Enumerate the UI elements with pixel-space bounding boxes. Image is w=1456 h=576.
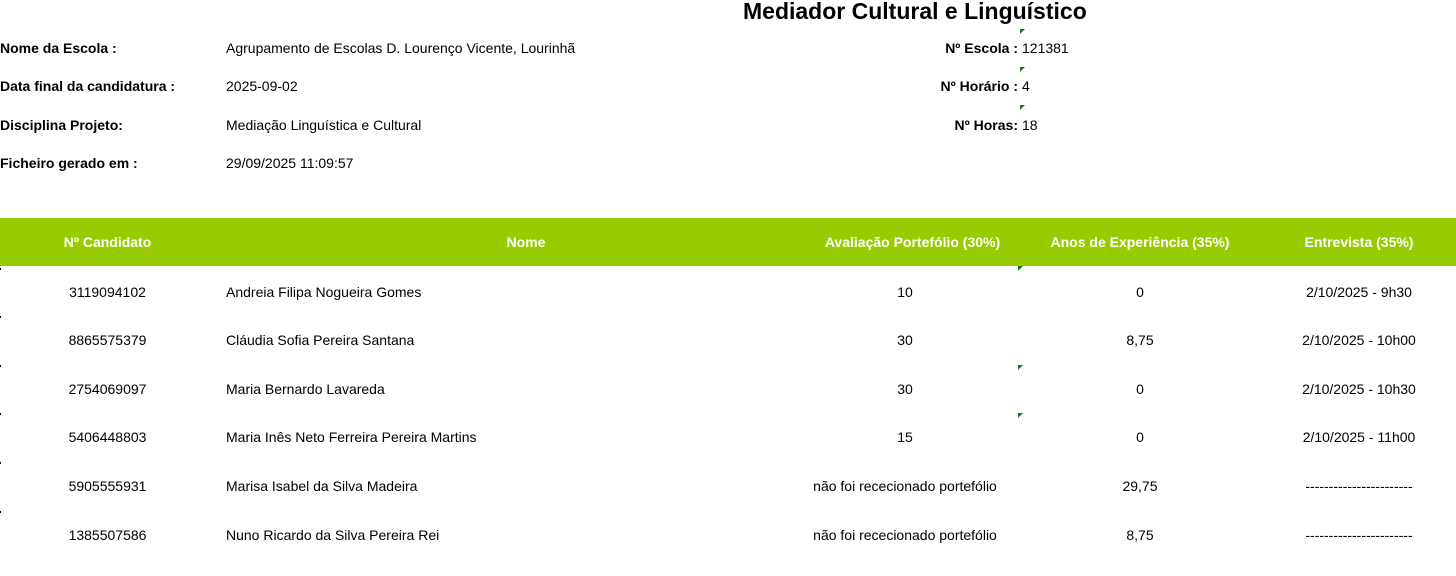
candidate-name: Nuno Ricardo da Silva Pereira Rei (226, 527, 440, 543)
school-name-label: Nome da Escola : (0, 40, 117, 56)
table-row (0, 462, 1456, 510)
table-row (0, 413, 1456, 461)
interview-slot: 2/10/2025 - 10h30 (1302, 381, 1416, 397)
comment-marker-icon (1020, 105, 1025, 110)
interview-slot: 2/10/2025 - 11h00 (1302, 429, 1416, 445)
experience-score: 8,75 (1126, 332, 1154, 348)
experience-score: 0 (1136, 284, 1144, 300)
candidate-id: 2754069097 (68, 381, 147, 397)
comment-marker-icon (1020, 29, 1025, 34)
column-header-portfolio: Avaliação Portefólio (30%) (824, 234, 1001, 250)
school-number-label: Nº Escola : (945, 40, 1018, 56)
candidate-id: 8865575379 (68, 332, 147, 348)
comment-marker-icon (1020, 67, 1025, 72)
interview-slot: ----------------------- (1305, 527, 1413, 543)
interview-slot: ----------------------- (1305, 478, 1413, 494)
portfolio-score: 30 (897, 332, 913, 348)
interview-slot: 2/10/2025 - 9h30 (1306, 284, 1412, 300)
row-marker (0, 316, 1, 318)
table-row (0, 316, 1456, 364)
comment-marker-icon (1018, 413, 1023, 418)
candidate-name: Marisa Isabel da Silva Madeira (226, 478, 418, 494)
portfolio-score: não foi rececionado portefólio (813, 478, 997, 494)
schedule-number-value: 4 (1022, 78, 1030, 94)
interview-slot: 2/10/2025 - 10h00 (1302, 332, 1416, 348)
candidate-id: 5406448803 (68, 429, 147, 445)
generated-value: 29/09/2025 11:09:57 (226, 155, 354, 171)
generated-label: Ficheiro gerado em : (0, 155, 138, 171)
experience-score: 0 (1136, 381, 1144, 397)
table-header (0, 218, 1456, 266)
column-header-experience: Anos de Experiência (35%) (1050, 234, 1230, 250)
portfolio-score: 15 (897, 429, 913, 445)
deadline-value: 2025-09-02 (226, 78, 298, 94)
table-row (0, 365, 1456, 413)
subject-label: Disciplina Projeto: (0, 117, 123, 133)
portfolio-score: 30 (897, 381, 913, 397)
row-marker (0, 413, 1, 415)
table-row (0, 268, 1456, 316)
row-marker (0, 462, 1, 464)
row-marker (0, 511, 1, 513)
row-marker (0, 268, 1, 270)
candidate-name: Maria Inês Neto Ferreira Pereira Martins (226, 429, 477, 445)
column-header-id: Nº Candidato (63, 234, 152, 250)
candidate-id: 3119094102 (69, 284, 146, 300)
page-title: Mediador Cultural e Linguístico (743, 0, 1087, 24)
table-row (0, 511, 1456, 559)
school-number-value: 121381 (1022, 40, 1069, 56)
schedule-number-label: Nº Horário : (940, 78, 1018, 94)
candidate-name: Maria Bernardo Lavareda (226, 381, 385, 397)
comment-marker-icon (1018, 266, 1023, 271)
candidate-name: Andreia Filipa Nogueira Gomes (226, 284, 422, 300)
hours-value: 18 (1022, 117, 1038, 133)
experience-score: 0 (1136, 429, 1144, 445)
candidate-id: 5905555931 (68, 478, 147, 494)
candidate-id: 1385507586 (68, 527, 147, 543)
row-marker (0, 365, 1, 367)
subject-value: Mediação Linguística e Cultural (226, 117, 422, 133)
candidate-name: Cláudia Sofia Pereira Santana (226, 332, 415, 348)
deadline-label: Data final da candidatura : (0, 78, 176, 94)
portfolio-score: 10 (897, 284, 913, 300)
school-name-value: Agrupamento de Escolas D. Lourenço Vicente, Lourinhã (226, 40, 576, 56)
column-header-name: Nome (506, 234, 546, 250)
comment-marker-icon (1018, 365, 1023, 370)
experience-score: 29,75 (1122, 478, 1158, 494)
portfolio-score: não foi rececionado portefólio (813, 527, 997, 543)
hours-label: Nº Horas: (954, 117, 1018, 133)
column-header-interview: Entrevista (35%) (1304, 234, 1414, 250)
experience-score: 8,75 (1126, 527, 1154, 543)
